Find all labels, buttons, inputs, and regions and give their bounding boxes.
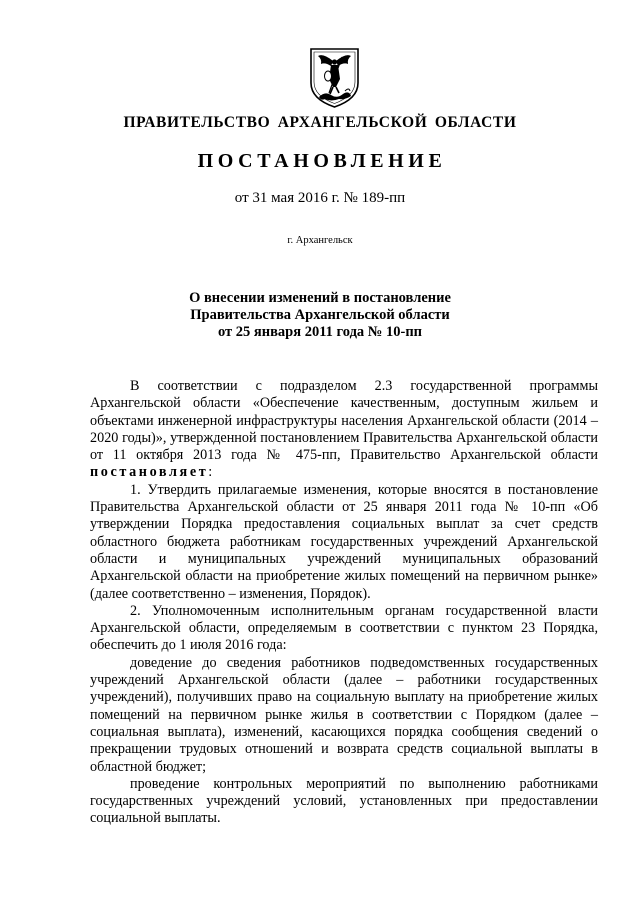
preamble-paragraph — [90, 378, 598, 482]
coat-of-arms-icon — [309, 47, 360, 109]
decree-word: постановляет — [90, 464, 209, 481]
title-line-3: от 25 января 2011 года № 10-пп — [217, 324, 423, 340]
item-2a-paragraph: доведение до сведения работников подведомственных государственных учреждений Архангельской области (далее – работники государственных учреждений), получивших право на социальную выплату на приобретение жилых помещений на первичном рынке жилья в соответствии с Порядком (далее – социальная выплата), изменений, касающихся порядка сообщения сведений о прекращении трудовых отношений и возврата средств социальной выплаты в областной бюджет; — [90, 654, 598, 775]
government-name: ПРАВИТЕЛЬСТВО АРХАНГЕЛЬСКОЙ ОБЛАСТИ — [123, 114, 517, 131]
document-date-number: от 31 мая 2016 г. № 189-пп — [234, 190, 406, 206]
decree-suffix: : — [208, 464, 213, 481]
item-2b-paragraph: проведение контрольных мероприятий по выполнению работниками государственных учреждений условий, установленных при предоставлении социальной выплаты. — [90, 775, 598, 827]
title-line-2: Правительства Архангельской области — [190, 307, 450, 323]
document-type: ПОСТАНОВЛЕНИЕ — [197, 150, 447, 172]
preamble-text: В соответствии с подразделом 2.3 государственной программы Архангельской области «Обеспечение качественным, доступным жильем и объектами инженерной инфраструктуры населения Архангельской области (2014 – 2020 годы)», утвержденной постановлением Правительства Архангельской области от 11 октября 2013 года № 475-пп, Правительство Архангельской области — [90, 378, 598, 464]
document-title — [0, 290, 640, 341]
document-city: г. Архангельск — [287, 235, 353, 246]
title-line-1: О внесении изменений в постановление — [189, 290, 451, 306]
item-1-paragraph: 1. Утвердить прилагаемые изменения, которые вносятся в постановление Правительства Архангельской области от 25 января 2011 года № 10-пп «Об утверждении Порядка предоставления социальных выплат за счет средств областного бюджета работникам государственных учреждений Архангельской области и муниципальных учреждений муниципальных образований Архангельской области на приобретение жилых помещений на первичном рынке» (далее соответственно – изменения, Порядок). — [90, 481, 598, 602]
item-2-paragraph: 2. Уполномоченным исполнительным органам государственной власти Архангельской области, определяемым в соответствии с пунктом 23 Порядка, обеспечить до 1 июля 2016 года: — [90, 602, 598, 654]
document-body — [90, 378, 598, 828]
